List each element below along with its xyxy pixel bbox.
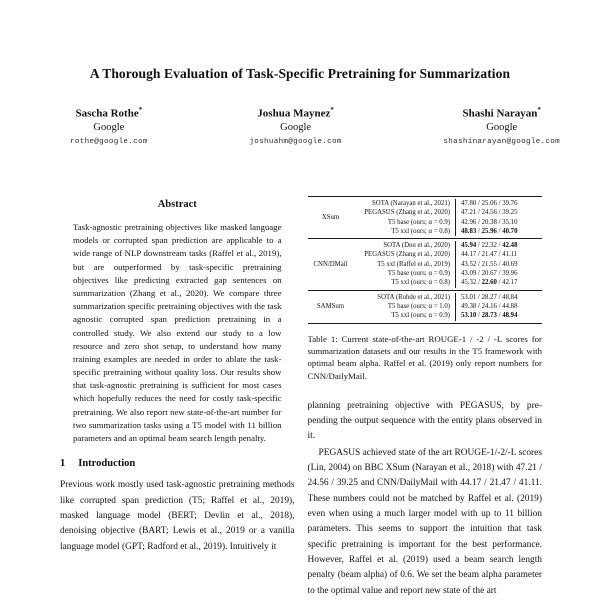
- author-name-text: Shashi Narayan: [462, 107, 538, 120]
- author-email: rothe@google.com: [70, 137, 148, 146]
- rougeL: 39.96: [502, 270, 518, 278]
- rougeL: 41.11: [502, 251, 518, 259]
- author-name-text: Joshua Maynez: [257, 107, 331, 120]
- table-row: [354, 302, 543, 311]
- author-2: [249, 106, 341, 146]
- table-row: [354, 269, 543, 278]
- table-row: [354, 227, 543, 236]
- section-1-heading: [60, 458, 295, 469]
- table-row: [354, 208, 543, 217]
- table-rows: [354, 199, 543, 236]
- scores-cell: [455, 199, 542, 208]
- abstract-heading: Abstract: [157, 199, 197, 210]
- dataset-label: XSum: [321, 213, 340, 221]
- model-cell: SOTA (Rohde et al., 2021): [377, 293, 450, 301]
- rougeL: 40.69: [502, 260, 518, 268]
- two-column-body: [60, 186, 542, 600]
- rougeL: 48.84: [502, 293, 518, 301]
- rougeL: 40.70: [502, 227, 518, 235]
- paper-title: A Thorough Evaluation of Task-Specific Pretraining for Summarization: [89, 66, 511, 81]
- author-name-text: Sascha Rothe: [75, 107, 139, 120]
- rouge1: 47.80: [461, 200, 477, 207]
- rouge1: 45.32: [461, 279, 477, 287]
- author-footnote-mark: *: [138, 106, 143, 114]
- right-column: [308, 186, 543, 600]
- rouge1: 43.52: [461, 260, 477, 268]
- rouge2: 24.16: [481, 302, 497, 310]
- scores-cell: [455, 293, 542, 302]
- author-email: shashinarayan@google.com: [443, 137, 560, 146]
- table-row: [354, 293, 543, 302]
- table-row: [354, 278, 543, 287]
- rouge1: 42.96: [461, 218, 477, 226]
- model-cell: T5 base (ours; α = 0.9): [387, 218, 450, 226]
- rougeL: 35.10: [502, 218, 518, 226]
- table-group-xsum: [308, 197, 543, 238]
- scores-cell: [455, 227, 542, 236]
- rouge2: 28.73: [481, 312, 497, 320]
- scores-cell: [455, 241, 542, 250]
- table-rows: [354, 293, 543, 321]
- table-group-cnndm: [308, 238, 543, 289]
- scores-cell: [455, 260, 542, 269]
- author-name: [249, 106, 341, 120]
- scores-cell: [455, 269, 542, 278]
- model-cell: SOTA (Dou et al., 2020): [383, 242, 450, 250]
- rougeL: 44.88: [502, 302, 518, 310]
- rouge2: 24.56: [481, 209, 497, 217]
- scores-cell: [455, 250, 542, 259]
- author-footnote-mark: *: [537, 106, 541, 114]
- table-1-caption: Table 1: Current state-of-the-art ROUGE-1 / -2 / -L scores for summarization datasets and our results in the T5 framework with optimal beam alpha. Raffel et al. (2019) only report numbers for CNN/DailyMail.: [307, 333, 542, 381]
- body-paragraph: PEGASUS achieved state of the art ROUGE-1/-2/-L scores (Lin, 2004) on BBC XSum (Narayan et al., 2018) with 47.21 / 24.56 / 39.25 and CNN/DailyMail with 44.17 / 21.47 / 41.11. These numbers could not be matched by Raffel et al. (2019) even when using a much larger model with up to 11 billion parameters. This seems to support the intuition that task specific pretraining is important for the best performance. However, Raffel et al. (2019) used a beam search length penalty (beam alpha) of 0.6. We set the beam alpha parameter to the optimal value and report new state of the art: [307, 447, 542, 596]
- rouge1: 43.09: [461, 270, 477, 278]
- author-name: [443, 106, 560, 120]
- rouge2: 25.06: [481, 200, 497, 207]
- abstract-text: Task-agnostic pretraining objectives like masked language models or corrupted span prediction are applicable to a wide range of NLP downstream tasks (Raffel et al., 2019), but are outperformed by task-specific pretraining objectives like predicting extracted gap sentences on summarization (Zhang et al., 2020). We compare three summarization specific pretraining objectives with the task agnostic corrupted span prediction pretraining in a controlled study. We also extend our study to a low resource and zero shot setup, to understand how many training examples are needed in order to ablate the task-specific pretraining without quality loss. Our results show that task-agnostic pretraining is sufficient for most cases which hopefully reduces the need for costly task-specific pretraining. We also report new state-of-the-art number for two summarization tasks using a T5 model with 11 billion parameters and an optimal beam search length penalty.: [73, 222, 282, 443]
- author-3: [443, 106, 560, 146]
- model-cell: SOTA (Narayan et al., 2021): [372, 200, 450, 207]
- model-cell: T5 xxl (ours; α = 0.9): [391, 312, 450, 320]
- author-affiliation: Google: [93, 121, 125, 133]
- rouge2: 20.67: [481, 270, 497, 278]
- rouge1: 47.21: [461, 209, 477, 217]
- rouge1: 45.94: [461, 242, 477, 250]
- rouge1: 44.17: [461, 251, 477, 259]
- author-name: [70, 106, 148, 120]
- author-affiliation: Google: [280, 121, 312, 133]
- section-title: Introduction: [78, 458, 136, 470]
- introduction-text: Previous work mostly used task-agnostic pretraining methods like corrupted span prediction (T5; Raffel et al., 2019), masked language model (BERT; Devlin et al., 2018), denoising objective (BART; Lewis et al., 2019 or a vanilla language model (GPT; Radford et al., 2019). Intuitively it: [60, 480, 295, 552]
- rougeL: 42.17: [502, 279, 518, 287]
- table-row: [354, 199, 543, 208]
- rouge2: 21.55: [481, 260, 497, 268]
- table-row: [354, 218, 543, 227]
- model-cell: T5 xxl (Raffel et al., 2019): [377, 260, 450, 268]
- table-row: [354, 260, 543, 269]
- rougeL: 39.76: [502, 200, 518, 207]
- author-block: [70, 106, 560, 146]
- author-affiliation: Google: [486, 121, 518, 133]
- table-row: [354, 241, 543, 250]
- author-1: [70, 106, 148, 146]
- model-cell: T5 base (ours; α = 0.9): [387, 270, 450, 278]
- table-1: [308, 196, 543, 324]
- body-paragraph: planning pretraining objective with PEGASUS, by pre-pending the output sequence with the entity plans observed in it.: [307, 400, 542, 442]
- rouge1: 53.01: [461, 293, 477, 301]
- rouge2: 21.47: [481, 251, 497, 259]
- rougeL: 48.94: [502, 312, 518, 320]
- dataset-label: CNN/DMail: [313, 260, 348, 268]
- scores-cell: [455, 302, 542, 311]
- table-row: [354, 311, 543, 320]
- model-cell: T5 xxl (ours; α = 0.8): [391, 227, 450, 235]
- model-cell: T5 xxl (ours; α = 0.8): [391, 279, 450, 287]
- rougeL: 42.48: [502, 242, 518, 250]
- dataset-label: SAMSum: [316, 302, 345, 310]
- model-cell: T5 base (ours; α = 1.0): [387, 302, 450, 310]
- rouge1: 53.10: [461, 312, 477, 320]
- left-column: [60, 186, 295, 600]
- rouge2: 28.27: [481, 293, 497, 301]
- rouge2: 25.96: [481, 227, 497, 235]
- table-group-samsum: [308, 290, 543, 323]
- rouge1: 49.38: [461, 302, 477, 310]
- author-footnote-mark: *: [330, 106, 334, 114]
- rouge2: 22.32: [481, 242, 497, 250]
- table-rows: [354, 241, 543, 287]
- rougeL: 39.25: [502, 209, 518, 217]
- scores-cell: [455, 311, 542, 320]
- rouge1: 48.83: [461, 227, 477, 235]
- rouge2: 20.38: [481, 218, 497, 226]
- scores-cell: [455, 208, 542, 217]
- scores-cell: [455, 278, 542, 287]
- model-cell: PEGASUS (Zhang et al., 2020): [364, 251, 450, 259]
- scores-cell: [455, 218, 542, 227]
- model-cell: PEGASUS (Zhang et al., 2020): [364, 209, 450, 217]
- section-number: 1: [60, 458, 66, 470]
- author-email: joshuahm@google.com: [249, 137, 342, 146]
- table-row: [354, 250, 543, 259]
- rouge2: 22.60: [481, 279, 497, 287]
